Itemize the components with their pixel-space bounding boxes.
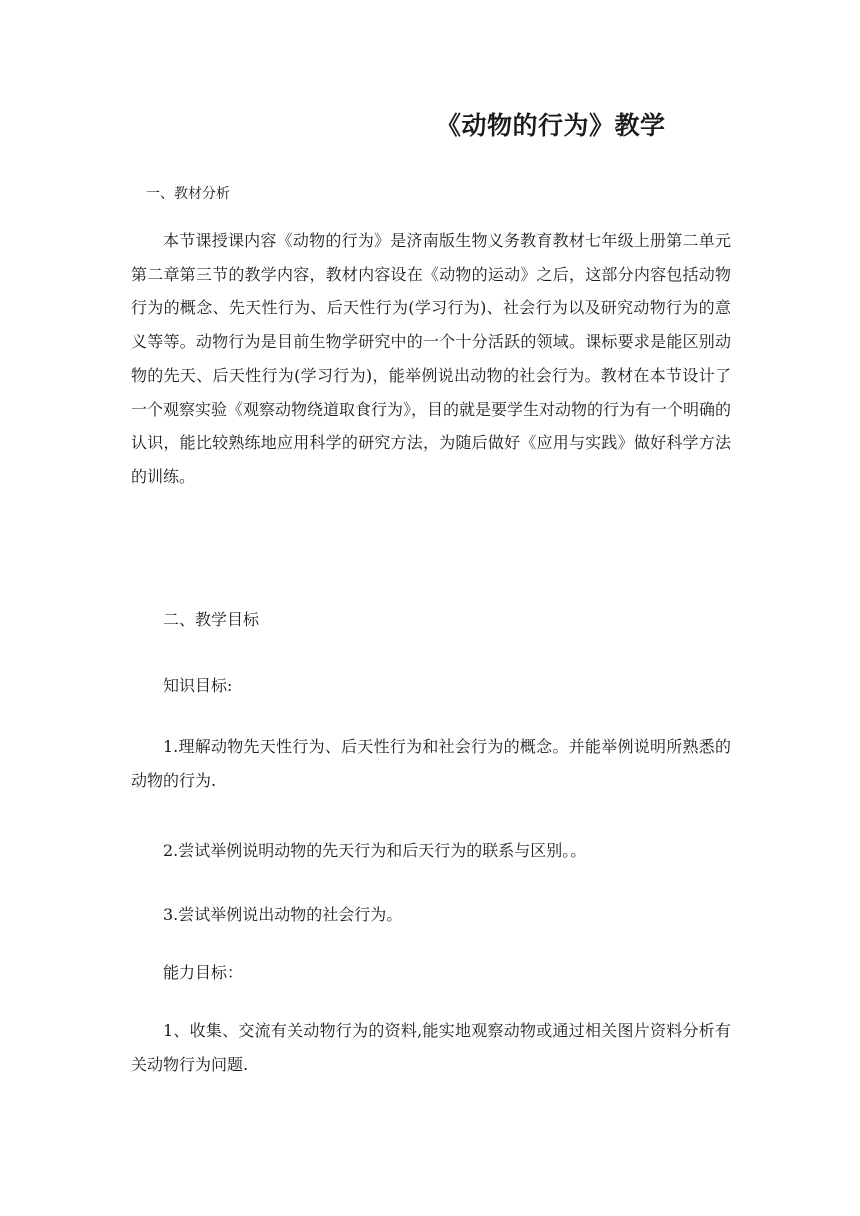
- knowledge-goal-item-2: 2.尝试举例说明动物的先天行为和后天行为的联系与区别。。: [163, 841, 587, 860]
- section-heading-textbook-analysis: 一、教材分析: [146, 186, 230, 202]
- knowledge-goal-item-1: 1.理解动物先天性行为、后天性行为和社会行为的概念。并能举例说明所熟悉的动物的行为.: [131, 737, 731, 790]
- section-heading-teaching-goals: 二、教学目标: [163, 610, 260, 629]
- textbook-analysis-paragraph: 本节课授课内容《动物的行为》是济南版生物义务教育教材七年级上册第二单元第二章第三节的教学内容，教材内容设在《动物的运动》之后，这部分内容包括动物行为的概念、先天性行为、后天性行为(学习行为)、社会行为以及研究动物行为的意义等等。动物行为是目前生物学研究中的一个十分活跃的领域。课标要求是能区别动物的先天、后天性行为(学习行为)，能举例说出动物的社会行为。教材在本节设计了一个观察实验《观察动物绕道取食行为》，目的就是要学生对动物的行为有一个明确的认识，能比较熟练地应用科学的研究方法，为随后做好《应用与实践》做好科学方法的训练。: [131, 231, 732, 486]
- ability-goal-item-1: 1、收集、交流有关动物行为的资料,能实地观察动物或通过相关图片资料分析有关动物行为问题.: [131, 1021, 731, 1074]
- ability-goals-heading: 能力目标：: [163, 963, 244, 982]
- knowledge-goal-item-3: 3.尝试举例说出动物的社会行为。: [163, 905, 403, 924]
- knowledge-goals-heading: 知识目标:: [163, 676, 233, 695]
- document-title: 《动物的行为》教学: [436, 111, 666, 140]
